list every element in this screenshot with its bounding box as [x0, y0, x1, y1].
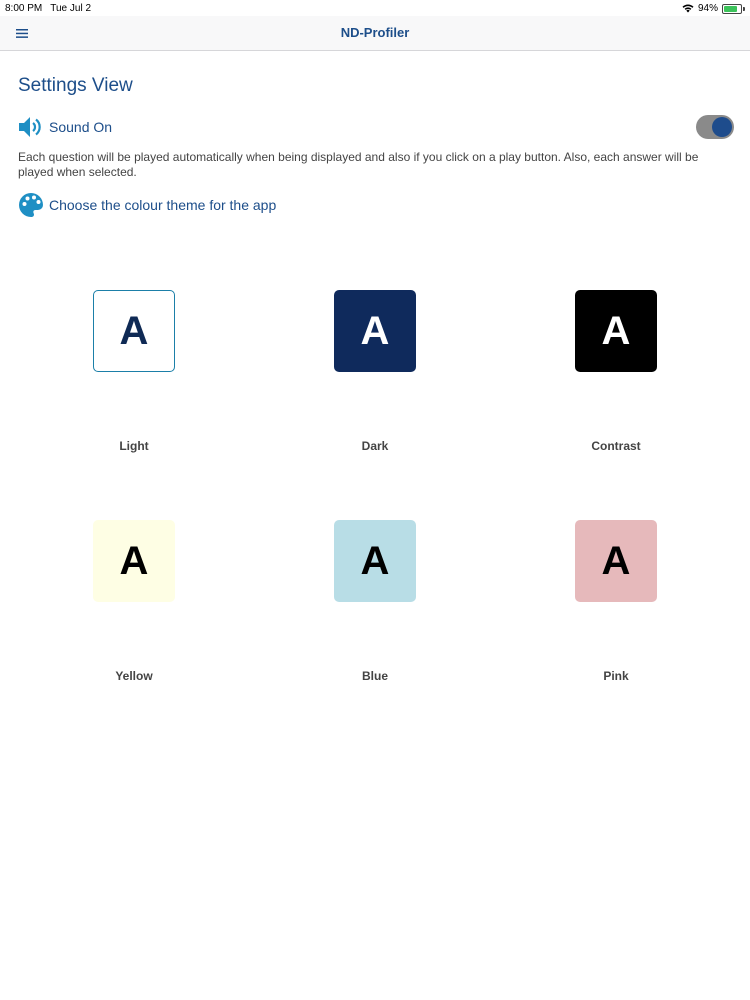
wifi-icon: [682, 4, 694, 13]
status-date: Tue Jul 2: [50, 3, 92, 14]
theme-label: Dark: [361, 439, 389, 453]
theme-prompt: Choose the colour theme for the app: [49, 197, 277, 213]
theme-swatch: A: [334, 520, 416, 602]
theme-option-blue[interactable]: [295, 520, 455, 700]
theme-label: Light: [119, 439, 149, 453]
theme-option-light[interactable]: [54, 290, 214, 470]
theme-option-dark[interactable]: [295, 290, 455, 470]
palette-icon: [18, 192, 44, 218]
navigation-bar: [0, 16, 750, 51]
battery-tip: [743, 7, 745, 11]
page-title: Settings View: [18, 75, 133, 96]
theme-label: Pink: [603, 669, 629, 683]
theme-option-pink[interactable]: [536, 520, 696, 700]
theme-option-contrast[interactable]: [536, 290, 696, 470]
theme-label: Yellow: [115, 669, 153, 683]
sound-description: Each question will be played automatically when being displayed and also if you click on a play button. Also, each answer will be played when selected.: [18, 150, 699, 179]
battery-percent: 94%: [697, 3, 718, 14]
theme-option-yellow[interactable]: [54, 520, 214, 700]
theme-swatch: A: [93, 290, 175, 372]
theme-swatch: A: [575, 290, 657, 372]
sound-toggle[interactable]: [696, 115, 734, 139]
theme-label: Contrast: [591, 439, 641, 453]
theme-swatch: A: [93, 520, 175, 602]
status-right: [682, 3, 745, 14]
nav-title: ND-Profiler: [340, 25, 410, 40]
theme-label: Blue: [361, 669, 388, 683]
sound-setting-row: [18, 114, 734, 140]
status-bar: [0, 0, 750, 16]
theme-swatch: A: [575, 520, 657, 602]
theme-prompt-row: [18, 192, 418, 218]
battery-icon: [722, 4, 742, 14]
status-left: [5, 3, 91, 14]
sound-label: Sound On: [49, 119, 113, 135]
toggle-knob: [712, 117, 732, 137]
status-time: 8:00 PM: [5, 3, 43, 14]
speaker-icon: [18, 114, 44, 140]
theme-swatch: A: [334, 290, 416, 372]
battery-fill: [724, 6, 737, 12]
